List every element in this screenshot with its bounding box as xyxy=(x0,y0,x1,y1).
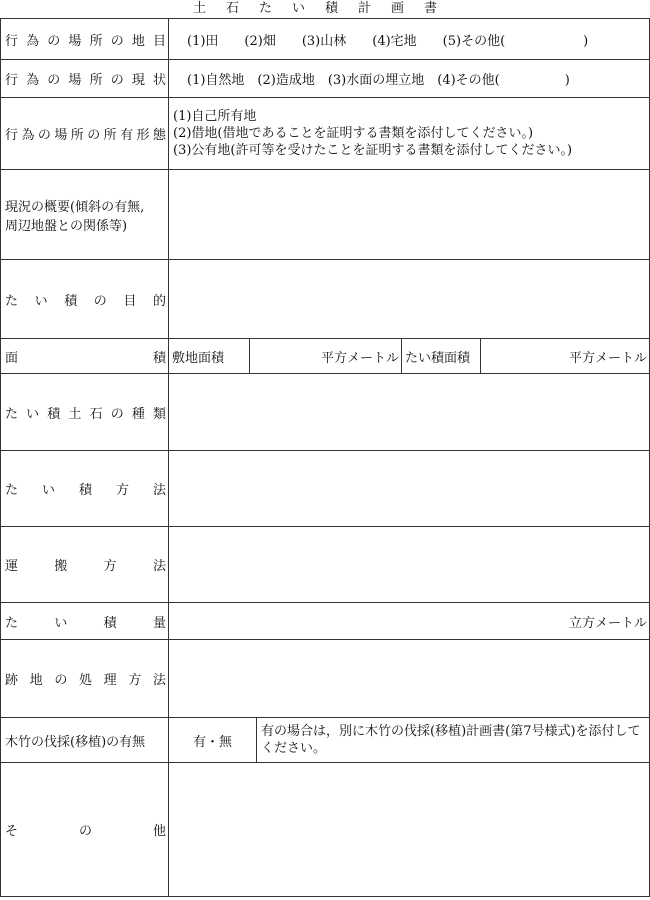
label-text xyxy=(5,403,166,422)
row-location-category xyxy=(1,19,650,60)
label-char: 量 xyxy=(152,615,166,631)
deposit-plan-form xyxy=(0,18,650,897)
overview-label-line2: 周辺地盤との関係等) xyxy=(5,218,128,234)
tree-cutting-choice[interactable]: 有・無 xyxy=(169,718,257,763)
label-text xyxy=(5,479,166,498)
label-char: 方 xyxy=(128,673,142,688)
label-char: 有 xyxy=(120,128,134,143)
label-char: 行 xyxy=(5,128,19,143)
label-text xyxy=(5,612,166,631)
label-char: 行 xyxy=(5,33,19,49)
label-ownership xyxy=(1,98,169,170)
label-method xyxy=(1,451,169,527)
label-transport xyxy=(1,527,169,603)
label-char: 運 xyxy=(5,559,19,574)
ownership-option-3: (3)公有地(許可等を受けたことを証明する書類を添付してください。) xyxy=(173,143,573,158)
method-field[interactable] xyxy=(169,451,650,527)
label-char: 所 xyxy=(89,73,103,88)
label-char: 的 xyxy=(152,293,166,309)
label-char: い xyxy=(54,615,68,631)
label-char: の xyxy=(110,73,124,88)
label-char: 跡 xyxy=(5,673,19,688)
label-char: 地 xyxy=(131,33,145,49)
label-char: 方 xyxy=(103,559,117,574)
label-char: 為 xyxy=(26,73,40,88)
label-char: 場 xyxy=(68,73,82,88)
row-purpose xyxy=(1,260,650,339)
label-volume xyxy=(1,603,169,640)
label-char: 法 xyxy=(152,483,166,498)
label-char: の xyxy=(87,128,101,143)
row-location-status xyxy=(1,60,650,98)
overview-label-line1: 現況の概要(傾斜の有無, xyxy=(5,199,145,215)
row-tree-cutting xyxy=(1,718,650,763)
deposit-area-field[interactable]: 平方メートル xyxy=(481,339,650,374)
overview-field[interactable] xyxy=(169,170,650,260)
label-char: 法 xyxy=(152,559,166,574)
label-char: 積 xyxy=(78,483,92,498)
label-char: 状 xyxy=(152,73,166,88)
restoration-field[interactable] xyxy=(169,640,650,718)
label-area xyxy=(1,339,169,374)
label-char: 搬 xyxy=(54,559,68,574)
label-char: の xyxy=(37,128,51,143)
label-char: 現 xyxy=(131,73,145,88)
row-other xyxy=(1,763,650,897)
location-status-options[interactable]: (1)自然地 (2)造成地 (3)水面の埋立地 (4)その他( ) xyxy=(169,60,650,98)
ownership-option-2: (2)借地(借地であることを証明する書類を添付してください。) xyxy=(173,126,534,141)
label-char: の xyxy=(110,33,124,49)
label-char: 所 xyxy=(103,128,117,143)
row-restoration xyxy=(1,640,650,718)
label-restoration xyxy=(1,640,169,718)
deposit-area-label: たい積面積 xyxy=(402,339,481,374)
label-char: た xyxy=(5,483,19,498)
label-char: 石 xyxy=(89,406,103,422)
label-char: 場 xyxy=(54,128,68,143)
label-char: 土 xyxy=(68,406,82,422)
site-area-label: 敷地面積 xyxy=(169,339,250,374)
label-location-status xyxy=(1,60,169,98)
label-char: た xyxy=(5,293,19,309)
label-char: の xyxy=(110,406,124,422)
label-char: そ xyxy=(5,824,19,839)
row-overview xyxy=(1,170,650,260)
label-char: 類 xyxy=(152,406,166,422)
label-char: 積 xyxy=(103,615,117,631)
label-char: 態 xyxy=(152,128,166,143)
label-char: 他 xyxy=(152,824,166,839)
label-char: 面 xyxy=(5,350,19,366)
label-char: 為 xyxy=(26,33,40,49)
row-ownership xyxy=(1,98,650,170)
volume-field[interactable]: 立方メートル xyxy=(169,603,650,640)
label-char: た xyxy=(5,406,19,422)
label-char: 所 xyxy=(89,33,103,49)
label-text xyxy=(5,69,166,88)
ownership-options[interactable] xyxy=(169,98,650,170)
label-char: 場 xyxy=(68,33,82,49)
label-char: 積 xyxy=(47,406,61,422)
label-char: の xyxy=(47,33,61,49)
label-char: 地 xyxy=(29,673,43,688)
label-char: 積 xyxy=(64,293,78,309)
tree-cutting-note: 有の場合は，別に木竹の伐採(移植)計画書(第7号様式)を添付してください。 xyxy=(257,718,650,763)
row-transport xyxy=(1,527,650,603)
label-text xyxy=(5,347,166,366)
label-text xyxy=(5,820,166,839)
label-char: 方 xyxy=(115,483,129,498)
label-char: の xyxy=(54,673,68,688)
label-text xyxy=(5,124,166,143)
soil-type-field[interactable] xyxy=(169,374,650,451)
label-char: 法 xyxy=(152,673,166,688)
row-area xyxy=(1,339,650,374)
location-category-options[interactable]: (1)田 (2)畑 (3)山林 (4)宅地 (5)その他( ) xyxy=(169,19,650,60)
site-area-field[interactable]: 平方メートル xyxy=(250,339,402,374)
row-soil-type xyxy=(1,374,650,451)
label-overview xyxy=(1,170,169,260)
label-text xyxy=(5,669,166,688)
label-text xyxy=(5,555,166,574)
label-soil-type xyxy=(1,374,169,451)
label-other xyxy=(1,763,169,897)
label-char: の xyxy=(93,293,107,309)
label-char: い xyxy=(41,483,55,498)
label-char: い xyxy=(26,406,40,422)
purpose-field[interactable] xyxy=(169,260,650,339)
row-method xyxy=(1,451,650,527)
label-char: 所 xyxy=(70,128,84,143)
label-char: の xyxy=(78,824,92,839)
label-text xyxy=(5,30,166,49)
label-tree-cutting: 木竹の伐採(移植)の有無 xyxy=(1,718,169,763)
label-text xyxy=(5,290,166,309)
document-title: 土石たい積計画書 xyxy=(192,1,457,16)
label-char: た xyxy=(5,615,19,631)
label-location-category xyxy=(1,19,169,60)
label-char: の xyxy=(47,73,61,88)
label-char: 為 xyxy=(21,128,35,143)
label-char: 行 xyxy=(5,73,19,88)
label-char: 種 xyxy=(131,406,145,422)
row-volume xyxy=(1,603,650,640)
ownership-option-1: (1)自己所有地 xyxy=(173,109,257,124)
label-char: い xyxy=(34,293,48,309)
label-char: 処 xyxy=(78,673,92,688)
transport-field[interactable] xyxy=(169,527,650,603)
label-char: 目 xyxy=(123,293,137,309)
label-purpose xyxy=(1,260,169,339)
other-field[interactable] xyxy=(169,763,650,897)
label-char: 形 xyxy=(136,128,150,143)
label-char: 積 xyxy=(152,350,166,366)
label-char: 目 xyxy=(152,33,166,49)
label-char: 理 xyxy=(103,673,117,688)
